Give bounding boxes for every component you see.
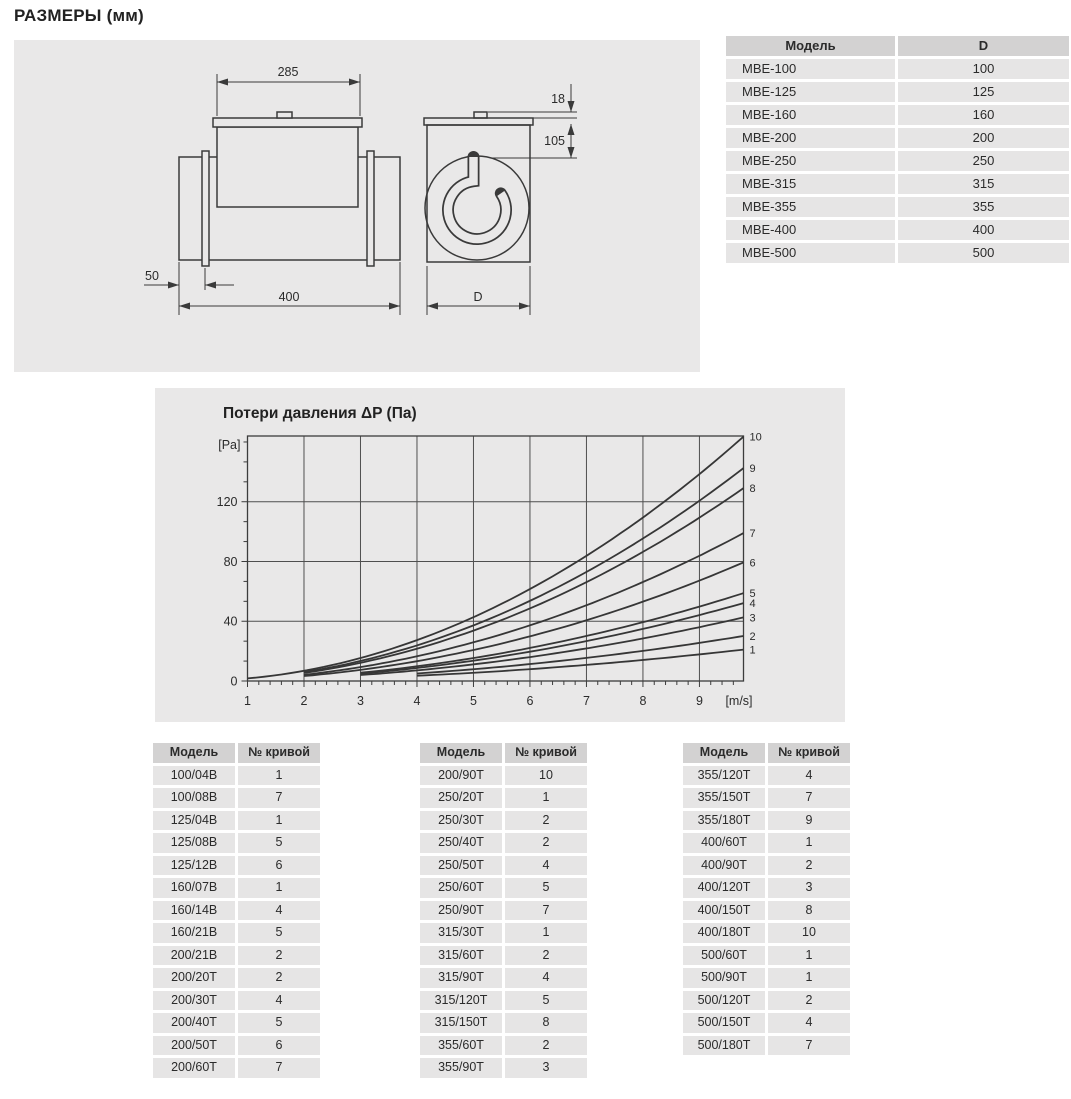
column-header-value: № кривой bbox=[505, 743, 587, 763]
column-header-model: Модель bbox=[153, 743, 235, 763]
model-cell: 315/120T bbox=[420, 991, 502, 1011]
pressure-curve-4 bbox=[361, 603, 744, 674]
value-cell: 160 bbox=[898, 105, 1069, 125]
value-cell: 2 bbox=[505, 811, 587, 831]
value-cell: 2 bbox=[238, 946, 320, 966]
value-cell: 1 bbox=[238, 878, 320, 898]
value-cell: 4 bbox=[238, 991, 320, 1011]
y-tick-label: 120 bbox=[216, 495, 238, 510]
curve-number-label: 1 bbox=[749, 644, 756, 657]
value-cell: 2 bbox=[768, 991, 850, 1011]
value-cell: 500 bbox=[898, 243, 1069, 263]
value-cell: 5 bbox=[238, 1013, 320, 1033]
value-cell: 2 bbox=[505, 1036, 587, 1056]
model-cell: 355/120T bbox=[683, 766, 765, 786]
value-cell: 7 bbox=[238, 788, 320, 808]
curve-number-label: 7 bbox=[749, 528, 756, 541]
pressure-curve-10 bbox=[248, 437, 744, 679]
column-header-value: D bbox=[898, 36, 1069, 56]
model-cell: МВЕ-315 bbox=[726, 174, 895, 194]
x-axis-unit-label: [m/s] bbox=[725, 694, 753, 708]
x-tick-label: 8 bbox=[639, 694, 647, 708]
value-cell: 2 bbox=[238, 968, 320, 988]
terminal-box bbox=[217, 127, 358, 207]
model-cell: 100/04B bbox=[153, 766, 235, 786]
model-cell: 250/60T bbox=[420, 878, 502, 898]
model-cell: 500/120T bbox=[683, 991, 765, 1011]
model-cell: 125/08B bbox=[153, 833, 235, 853]
x-tick-label: 3 bbox=[357, 694, 364, 708]
model-cell: 400/90T bbox=[683, 856, 765, 876]
side-view bbox=[179, 112, 400, 266]
value-cell: 4 bbox=[505, 856, 587, 876]
column-header-model: Модель bbox=[726, 36, 895, 56]
value-cell: 1 bbox=[505, 788, 587, 808]
front-view bbox=[424, 112, 533, 262]
model-cell: 500/60T bbox=[683, 946, 765, 966]
value-cell: 315 bbox=[898, 174, 1069, 194]
model-cell: 250/20T bbox=[420, 788, 502, 808]
column-header-model: Модель bbox=[420, 743, 502, 763]
model-cell: 315/90T bbox=[420, 968, 502, 988]
model-cell: 250/90T bbox=[420, 901, 502, 921]
curve-number-label: 9 bbox=[749, 463, 756, 476]
model-cell: 200/50T bbox=[153, 1036, 235, 1056]
model-cell: 125/12B bbox=[153, 856, 235, 876]
value-cell: 4 bbox=[768, 766, 850, 786]
page-title: РАЗМЕРЫ (мм) bbox=[14, 6, 144, 25]
model-cell: 355/180T bbox=[683, 811, 765, 831]
dimensions-drawing-panel bbox=[14, 40, 700, 372]
dim-box-width-label: 285 bbox=[277, 65, 299, 79]
value-cell: 4 bbox=[238, 901, 320, 921]
model-cell: 500/90T bbox=[683, 968, 765, 988]
value-cell: 10 bbox=[505, 766, 587, 786]
model-cell: МВЕ-500 bbox=[726, 243, 895, 263]
model-cell: 355/60T bbox=[420, 1036, 502, 1056]
pressure-loss-chart bbox=[155, 388, 845, 722]
model-cell: 200/40T bbox=[153, 1013, 235, 1033]
value-cell: 1 bbox=[505, 923, 587, 943]
value-cell: 7 bbox=[768, 1036, 850, 1056]
value-cell: 5 bbox=[238, 833, 320, 853]
value-cell: 125 bbox=[898, 82, 1069, 102]
model-cell: 160/21B bbox=[153, 923, 235, 943]
model-cell: МВЕ-160 bbox=[726, 105, 895, 125]
value-cell: 2 bbox=[505, 946, 587, 966]
model-cell: 200/90T bbox=[420, 766, 502, 786]
value-cell: 2 bbox=[768, 856, 850, 876]
value-cell: 5 bbox=[238, 923, 320, 943]
model-cell: 400/120T bbox=[683, 878, 765, 898]
curve-number-label: 6 bbox=[749, 557, 756, 570]
model-cell: 500/180T bbox=[683, 1036, 765, 1056]
y-tick-label: 80 bbox=[223, 554, 238, 569]
model-cell: 315/60T bbox=[420, 946, 502, 966]
dim-box-height-label: 105 bbox=[544, 134, 565, 148]
pressure-curve-9 bbox=[304, 468, 744, 672]
curve-number-label: 10 bbox=[749, 431, 762, 444]
value-cell: 5 bbox=[505, 991, 587, 1011]
model-cell: 250/40T bbox=[420, 833, 502, 853]
curve-table-3 bbox=[683, 743, 850, 1055]
value-cell: 250 bbox=[898, 151, 1069, 171]
value-cell: 4 bbox=[505, 968, 587, 988]
model-cell: 125/04B bbox=[153, 811, 235, 831]
model-cell: 200/60T bbox=[153, 1058, 235, 1078]
model-cell: 315/30T bbox=[420, 923, 502, 943]
model-cell: МВЕ-125 bbox=[726, 82, 895, 102]
model-cell: 160/14B bbox=[153, 901, 235, 921]
model-cell: 200/21B bbox=[153, 946, 235, 966]
model-cell: МВЕ-200 bbox=[726, 128, 895, 148]
model-cell: 400/60T bbox=[683, 833, 765, 853]
curve-number-label: 3 bbox=[749, 612, 756, 625]
dim-flange-offset-label: 50 bbox=[145, 269, 159, 283]
value-cell: 1 bbox=[238, 811, 320, 831]
y-axis-unit-label: [Pa] bbox=[218, 438, 241, 452]
model-cell: МВЕ-100 bbox=[726, 59, 895, 79]
x-tick-label: 4 bbox=[413, 694, 421, 708]
value-cell: 8 bbox=[505, 1013, 587, 1033]
dimension-drawing bbox=[14, 40, 700, 372]
pressure-loss-chart-panel bbox=[155, 388, 845, 722]
value-cell: 400 bbox=[898, 220, 1069, 240]
value-cell: 1 bbox=[238, 766, 320, 786]
column-header-value: № кривой bbox=[238, 743, 320, 763]
value-cell: 10 bbox=[768, 923, 850, 943]
value-cell: 355 bbox=[898, 197, 1069, 217]
pressure-curve-1 bbox=[417, 650, 744, 676]
model-cell: МВЕ-400 bbox=[726, 220, 895, 240]
model-cell: 315/150T bbox=[420, 1013, 502, 1033]
model-cell: 400/150T bbox=[683, 901, 765, 921]
dim-length-label: 400 bbox=[278, 290, 300, 304]
value-cell: 6 bbox=[238, 856, 320, 876]
value-cell: 4 bbox=[768, 1013, 850, 1033]
chart-title: Потери давления ΔP (Па) bbox=[223, 405, 417, 422]
x-tick-label: 5 bbox=[469, 694, 477, 708]
y-tick-label: 40 bbox=[223, 614, 238, 629]
value-cell: 200 bbox=[898, 128, 1069, 148]
model-d-table bbox=[726, 36, 1069, 263]
x-tick-label: 2 bbox=[300, 694, 308, 708]
model-cell: 200/20T bbox=[153, 968, 235, 988]
model-cell: 355/150T bbox=[683, 788, 765, 808]
x-tick-label: 9 bbox=[695, 694, 703, 708]
column-header-model: Модель bbox=[683, 743, 765, 763]
curve-number-label: 8 bbox=[749, 483, 756, 496]
value-cell: 9 bbox=[768, 811, 850, 831]
x-tick-label: 6 bbox=[526, 694, 534, 708]
x-tick-label: 7 bbox=[582, 694, 590, 708]
dim-lid-height-label: 18 bbox=[551, 92, 565, 106]
front-lid bbox=[424, 118, 533, 125]
terminal-box-lid bbox=[213, 118, 362, 127]
model-cell: 400/180T bbox=[683, 923, 765, 943]
model-cell: МВЕ-250 bbox=[726, 151, 895, 171]
curve-table-1 bbox=[153, 743, 320, 1078]
dim-diameter-label: D bbox=[473, 290, 483, 304]
value-cell: 3 bbox=[505, 1058, 587, 1078]
front-knob bbox=[474, 112, 487, 118]
column-header-value: № кривой bbox=[768, 743, 850, 763]
curve-number-label: 4 bbox=[749, 598, 756, 611]
value-cell: 1 bbox=[768, 946, 850, 966]
value-cell: 1 bbox=[768, 968, 850, 988]
model-cell: 200/30T bbox=[153, 991, 235, 1011]
model-cell: 250/30T bbox=[420, 811, 502, 831]
model-cell: 100/08B bbox=[153, 788, 235, 808]
model-cell: 355/90T bbox=[420, 1058, 502, 1078]
model-cell: 500/150T bbox=[683, 1013, 765, 1033]
value-cell: 1 bbox=[768, 833, 850, 853]
model-cell: 250/50T bbox=[420, 856, 502, 876]
curve-number-label: 2 bbox=[749, 630, 756, 643]
value-cell: 7 bbox=[768, 788, 850, 808]
value-cell: 2 bbox=[505, 833, 587, 853]
x-tick-label: 1 bbox=[244, 694, 251, 708]
value-cell: 100 bbox=[898, 59, 1069, 79]
left-flange bbox=[202, 151, 209, 266]
model-cell: МВЕ-355 bbox=[726, 197, 895, 217]
model-cell: 160/07B bbox=[153, 878, 235, 898]
right-flange bbox=[367, 151, 374, 266]
value-cell: 5 bbox=[505, 878, 587, 898]
value-cell: 7 bbox=[505, 901, 587, 921]
lid-knob bbox=[277, 112, 292, 118]
value-cell: 7 bbox=[238, 1058, 320, 1078]
curve-number-label: 5 bbox=[749, 588, 756, 601]
value-cell: 3 bbox=[768, 878, 850, 898]
value-cell: 6 bbox=[238, 1036, 320, 1056]
y-tick-label: 0 bbox=[230, 674, 238, 689]
curve-table-2 bbox=[420, 743, 587, 1078]
value-cell: 8 bbox=[768, 901, 850, 921]
